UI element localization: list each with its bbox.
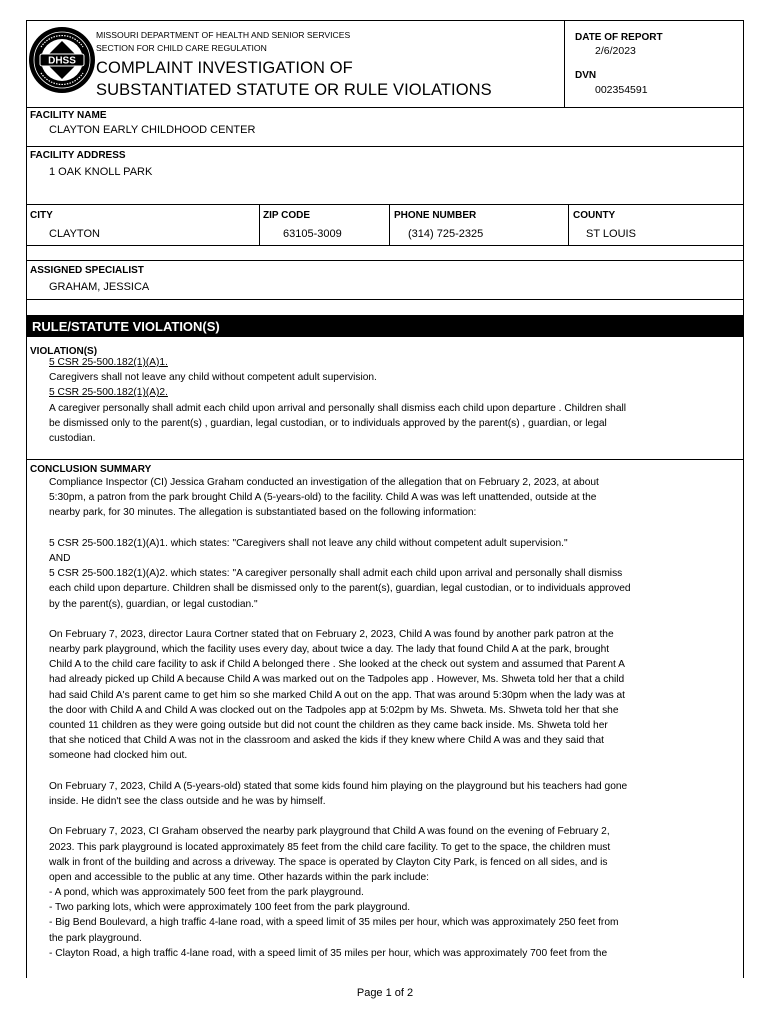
facility-name-value: CLAYTON EARLY CHILDHOOD CENTER xyxy=(49,124,256,136)
conclusion-line: On February 7, 2023, director Laura Cortner stated that on February 2, 2023, Child A was found by another park patron at the xyxy=(49,628,614,640)
violations-bar-wrap xyxy=(27,315,743,337)
conclusion-line: - Clayton Road, a high traffic 4-lane road, with a speed limit of 35 miles per hour, which was approximately 700 feet from the xyxy=(49,947,608,959)
conclusion-line xyxy=(49,764,739,779)
violations-section-bar: RULE/STATUTE VIOLATION(S) xyxy=(27,315,744,337)
page-number: Page 1 of 2 xyxy=(356,987,414,999)
dvn-value: 002354591 xyxy=(595,84,648,96)
phone-value: (314) 725-2325 xyxy=(408,228,484,240)
dhss-seal-icon xyxy=(27,25,97,95)
specialist-label: ASSIGNED SPECIALIST xyxy=(30,265,144,276)
conclusion-line: each child upon departure. Children shall be dismissed only to the parent(s), guardian, legal custodian, or to individuals approved xyxy=(49,583,631,595)
conclusion-line: open and accessible to the public at any time. Other hazards within the park include: xyxy=(49,871,429,883)
city-label: CITY xyxy=(30,210,53,221)
zip-label: ZIP CODE xyxy=(263,210,311,221)
conclusion-line xyxy=(49,612,739,627)
conclusion-line: AND xyxy=(49,552,71,564)
conclusion-line: 5:30pm, a patron from the park brought Child A (5-years-old) to the facility. Child A was was left unattended, outside at the xyxy=(49,492,597,504)
facility-address-value: 1 OAK KNOLL PARK xyxy=(49,166,153,178)
agency-name: MISSOURI DEPARTMENT OF HEALTH AND SENIOR SERVICES SECTION FOR CHILD CARE REGULATION xyxy=(96,30,351,53)
city-value: CLAYTON xyxy=(49,228,100,240)
conclusion-line: by the parent(s), guardian, or legal custodian." xyxy=(49,598,258,610)
facility-address-row xyxy=(27,147,743,205)
conclusion-line: 5 CSR 25-500.182(1)(A)1. which states: "Caregivers shall not leave any child without competent adult supervision." xyxy=(49,537,568,549)
conclusion-line: nearby park playground, which the facility uses every day, about twice a day. The lady that found Child A at the park, brought xyxy=(49,644,610,656)
zip-value: 63105-3009 xyxy=(283,228,342,240)
conclusion-line: had said Child A's parent came to get him so she marked Child A out on the app. That was around 5:30pm when the lady was at xyxy=(49,689,625,701)
conclusion-line: 2023. This park playground is located approximately 85 feet from the child care facility. To get to the space, the children must xyxy=(49,841,611,853)
conclusion-line: Child A to the child care facility to ask if Child A belonged there . She looked at the check out system and assumed that Parent A xyxy=(49,659,625,671)
conclusion-line: had already picked up Child A because Child A was marked out on the Tadpoles app . However, Ms. Shweta told her that a child xyxy=(49,674,625,686)
conclusion-line: walk in front of the building and across a driveway. The space is operated by Clayton City Park, is fenced on all sides, and is xyxy=(49,856,608,868)
location-row xyxy=(27,205,743,246)
violation-text-2-line3: custodian. xyxy=(49,433,96,445)
conclusion-line: On February 7, 2023, CI Graham observed the nearby park playground that Child A was found on the evening of February 2, xyxy=(49,826,610,838)
violation-text-1: Caregivers shall not leave any child without competent adult supervision. xyxy=(49,372,377,384)
date-of-report-value: 2/6/2023 xyxy=(595,45,636,57)
spacer-row xyxy=(27,246,743,261)
county-label: COUNTY xyxy=(573,210,616,221)
conclusion-line: - Big Bend Boulevard, a high traffic 4-lane road, with a speed limit of 35 miles per hour, which was approximately 250 feet from xyxy=(49,917,619,929)
conclusion-line: that she noticed that Child A was not in the classroom and asked the kids if they knew where Child A was and they said that xyxy=(49,735,604,747)
facility-name-row xyxy=(27,108,743,147)
conclusion-line: - Two parking lots, which were approximately 100 feet from the park playground. xyxy=(49,902,411,914)
conclusion-line: Compliance Inspector (CI) Jessica Graham conducted an investigation of the allegation that on February 2, 2023, at about xyxy=(49,477,599,488)
conclusion-label: CONCLUSION SUMMARY xyxy=(30,464,152,475)
conclusion-block xyxy=(27,460,743,978)
svg-text:DHSS: DHSS xyxy=(48,55,76,67)
violation-text-2-line2: be dismissed only to the parent(s) , guardian, legal custodian, or to individuals approved by the parent(s) , guardian, or legal xyxy=(49,417,607,429)
conclusion-line: inside. He didn't see the class outside and he was by himself. xyxy=(49,795,326,807)
conclusion-line: the park playground. xyxy=(49,932,142,944)
conclusion-line: 5 CSR 25-500.182(1)(A)2. which states: "A caregiver personally shall admit each child upon arrival and personally shall dismiss xyxy=(49,568,623,580)
dvn-label: DVN xyxy=(575,70,597,81)
violations-label: VIOLATION(S) xyxy=(30,346,98,357)
conclusion-line xyxy=(49,521,739,536)
county-value: ST LOUIS xyxy=(586,228,636,240)
conclusion-line: the door with Child A and Child A was clocked out on the Tadpoles app at 5:02pm by Ms. Shweta. Ms. Shweta told her that she xyxy=(49,704,619,716)
report-meta xyxy=(564,21,744,107)
violation-code-2: 5 CSR 25-500.182(1)(A)2. xyxy=(49,387,168,399)
conclusion-line: - A pond, which was approximately 500 feet from the park playground. xyxy=(49,887,364,899)
facility-address-label: FACILITY ADDRESS xyxy=(30,150,126,161)
report-form xyxy=(26,20,744,978)
conclusion-line xyxy=(49,809,739,824)
violation-code-1: 5 CSR 25-500.182(1)(A)1. xyxy=(49,357,168,368)
facility-name-label: FACILITY NAME xyxy=(30,110,107,121)
conclusion-line: nearby park, for 30 minutes. The allegation is substantiated based on the following information: xyxy=(49,507,477,519)
conclusion-line: On February 7, 2023, Child A (5-years-old) stated that some kids found him playing on the playground but his teachers had gone xyxy=(49,780,628,792)
violation-text-2-line1: A caregiver personally shall admit each child upon arrival and personally shall dismiss each child upon departure . Children shall xyxy=(49,402,627,414)
phone-label: PHONE NUMBER xyxy=(394,210,477,221)
conclusion-line: someone had clocked him out. xyxy=(49,750,188,762)
document-title: COMPLAINT INVESTIGATION OF SUBSTANTIATED STATUTE OR RULE VIOLATIONS xyxy=(96,59,492,99)
specialist-value: GRAHAM, JESSICA xyxy=(49,281,150,293)
date-of-report-label: DATE OF REPORT xyxy=(575,32,663,43)
conclusion-text xyxy=(49,475,739,961)
specialist-row xyxy=(27,261,743,300)
violations-block xyxy=(27,337,743,460)
spacer-row-2 xyxy=(27,300,743,315)
conclusion-line: counted 11 children as they were going outside but did not count the children as they came back inside. Ms. Shweta told her xyxy=(49,720,608,731)
report-header xyxy=(27,21,743,108)
